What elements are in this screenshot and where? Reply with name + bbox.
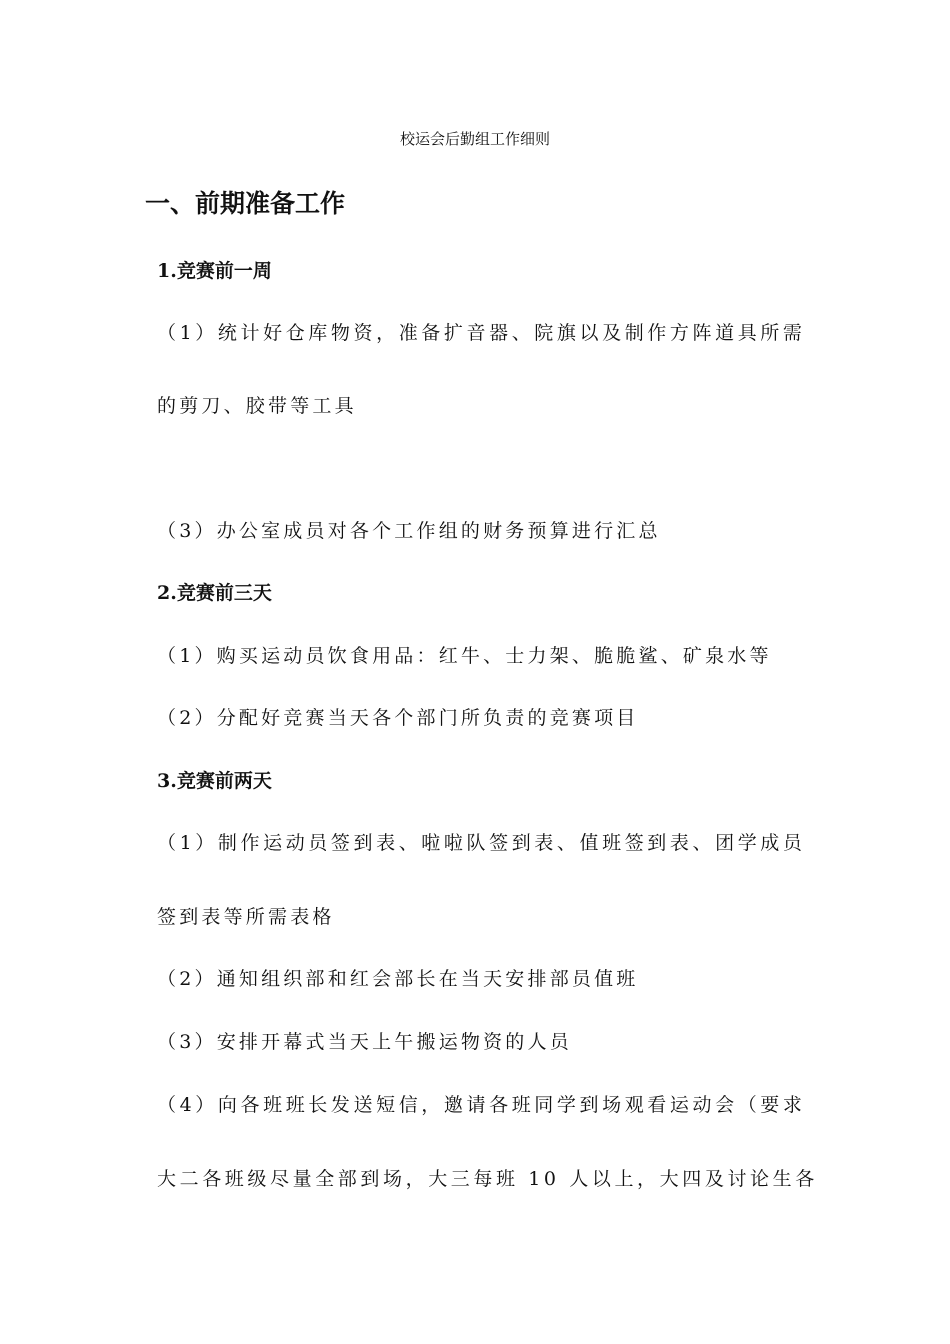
document-title: 校运会后勤组工作细则 xyxy=(399,130,550,148)
paragraph-line: （2）分配好竞赛当天各个部门所负责的竞赛项目 xyxy=(157,707,639,729)
paragraph-line: 的剪刀、胶带等工具 xyxy=(157,395,357,417)
paragraph-line: 大二各班级尽量全部到场，大三每班 10 人以上，大四及讨论生各 xyxy=(157,1168,818,1190)
paragraph-line: （1）制作运动员签到表、啦啦队签到表、值班签到表、团学成员 xyxy=(157,832,806,854)
subheading-two-days-before: 3.竞赛前两天 xyxy=(157,770,272,792)
paragraph-line: 签到表等所需表格 xyxy=(157,906,335,928)
paragraph-line: （2）通知组织部和红会部长在当天安排部员值班 xyxy=(157,968,639,990)
paragraph-line: （3）办公室成员对各个工作组的财务预算进行汇总 xyxy=(157,520,661,542)
paragraph-line: （1）购买运动员饮食用品：红牛、士力架、脆脆鲨、矿泉水等 xyxy=(157,645,772,667)
paragraph-line: （3）安排开幕式当天上午搬运物资的人员 xyxy=(157,1031,572,1053)
paragraph-line: （4）向各班班长发送短信，邀请各班同学到场观看运动会（要求 xyxy=(157,1094,806,1116)
subheading-three-days-before: 2.竞赛前三天 xyxy=(157,582,272,604)
section-heading-preparation: 一、前期准备工作 xyxy=(145,189,346,218)
subheading-one-week-before: 1.竞赛前一周 xyxy=(157,260,272,282)
paragraph-line: （1）统计好仓库物资，准备扩音器、院旗以及制作方阵道具所需 xyxy=(157,322,806,344)
